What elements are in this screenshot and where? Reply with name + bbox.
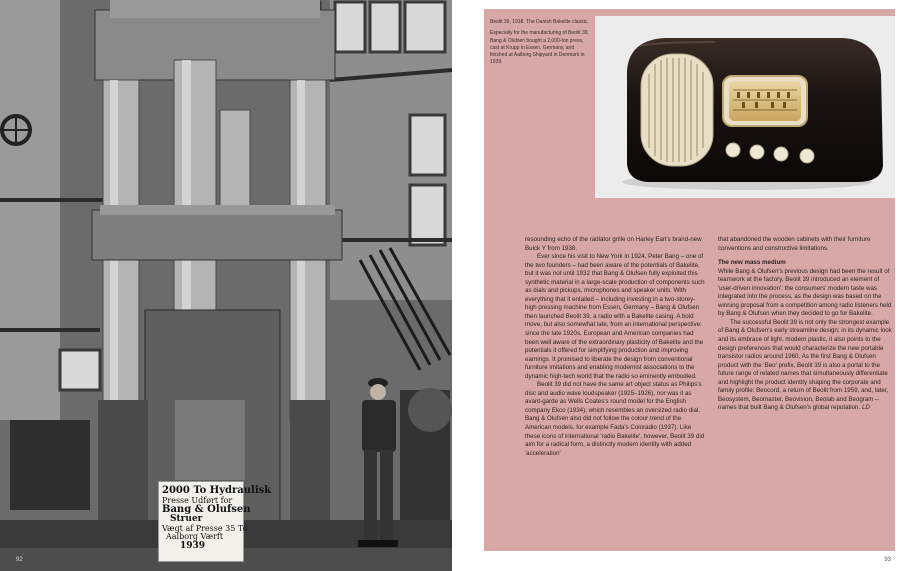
paragraph: While Bang & Olufsen's previous design had been the result of teamwork at the factory, Beolit 39 introduced an element of 'user-driven innovation': the consumers' modern taste was integrated into the process, as the design was based on the winning proposal from a competition among radio listeners held by Bang & Olufsen when they decided to go for Bakelite. bbox=[718, 267, 892, 318]
page-number-right: 93 bbox=[884, 557, 891, 563]
section-heading: The new mass medium bbox=[718, 259, 786, 267]
caption-body: Especially for the manufacturing of Beolit 39, Bang & Olufsen bought a 2,000-ton press, cast at Krupp in Essen, Germany, and finished at Aalborg Shipyard in Denmark in 1939. bbox=[490, 30, 589, 66]
sign-line: Struer bbox=[170, 514, 203, 525]
paragraph-text: The successful Beolit 39 is not only the strongest example of Bang & Olufsen's early streamline design; in its dynamic look and its embrace of light, modern plastic, it also points to the design preferences that would characterize the new portable transistor radios around 1960. As the first Bang & Olufsen product with the 'Beo' prefix, Beolit 39 is also a portal to the future range of related names that simultaneously differentiate and highlight the product identity shaping the corporate and family profile: Beocord, a return of Beolit from 1959, and, later, Beosystem, Beomaster, Beovision, Beolab and Beogram – names that built Bang & Olufsen's global reputation. bbox=[718, 318, 892, 412]
text-column-1 bbox=[525, 236, 705, 458]
sign-line: 1939 bbox=[180, 540, 206, 551]
author-signature: LD bbox=[861, 404, 870, 412]
caption-title: Beolit 39, 1938. The Danish Bakelite classic. bbox=[490, 19, 589, 25]
paragraph: Ever since his visit to New York in 1924, Peter Bang – one of the two founders – had been aware of the potentials of Bakelite, but it was not until 1932 that Bang & Olufsen fully exploited this synthetic material in a large-scale production of components such as dials and pickups, microphones and speaker units. With everything that it entailed – including investing in a two-storey-high pressing machine from Essen, Germany – Bang & Olufsen then launched Beolit 39, a radio with a Bakelite casing. A bold move, but also somewhat late, from an international perspective: since the late 1920s, European and American companies had been well aware of the extraordinary plasticity of Bakelite and the potentials it offered for simplifying production and improving earnings. It promised to liberate the design from conventional furniture imitations and enabling modernist associations to the dynamic high-tech world that the radio so eminently embodied. bbox=[525, 253, 705, 380]
paragraph: that abandoned the wooden cabinets with their furniture conventions and constructive limitations. bbox=[718, 236, 871, 252]
radio-photo bbox=[595, 16, 895, 198]
paragraph bbox=[718, 319, 894, 413]
paragraph: Beolit 39 did not have the same art object status as Philips's disc and audio wave loudspeaker (1925–1926), nor was it as avant-garde as Wells Coates's round model for the English company Ekco (1934), which resembles an oversized radio dial. Bang & Olufsen also did not follow the colour trend of the American models, for example Fada's Coloradio (1937). Like these icons of international 'radio Bakelite', however, Beolit 39 did aim for a radical form, a distinctly modern identity with added 'acceleration' bbox=[525, 381, 705, 457]
page-number-left: 92 bbox=[16, 557, 23, 563]
beolit-radio-image bbox=[595, 16, 895, 198]
photo-caption bbox=[490, 19, 590, 71]
sign-line: Presse Udført for bbox=[162, 495, 233, 505]
sign-line: Aalborg Værft bbox=[166, 532, 224, 542]
press-sign bbox=[158, 481, 272, 562]
sign-line: Bang & Olufsen bbox=[162, 503, 251, 515]
sign-line: 2000 To Hydraulisk bbox=[162, 485, 272, 496]
sign-line: Vægt af Presse 35 To bbox=[162, 523, 248, 533]
paragraph: resounding echo of the radiator grille on Harley Earl's brand-new Buick Y from 1938. bbox=[525, 236, 702, 252]
text-column-2 bbox=[718, 236, 894, 413]
